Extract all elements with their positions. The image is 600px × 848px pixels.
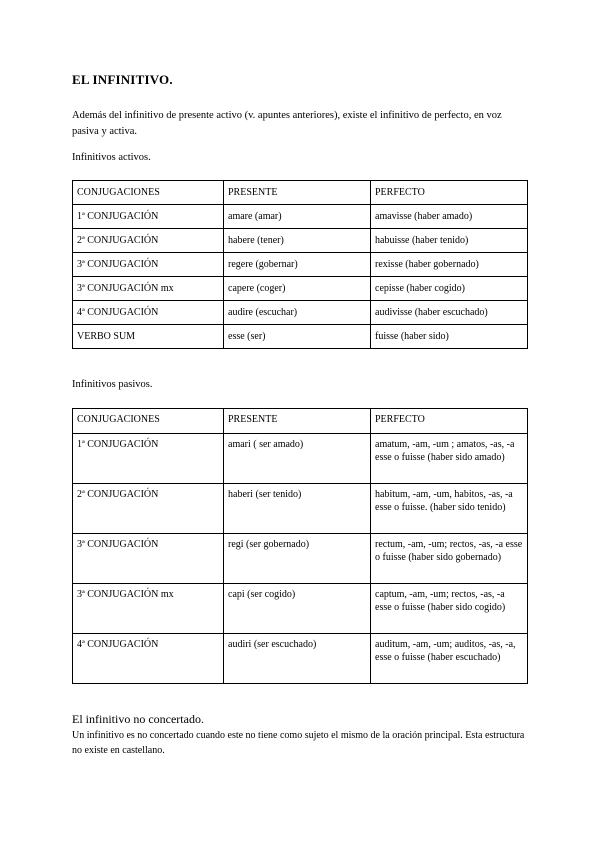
- conjugation-cell: 1ª CONJUGACIÓN: [73, 205, 224, 229]
- active-infinitives-label: Infinitivos activos.: [72, 152, 151, 163]
- perfect-cell: habitum, -am, -um, habitos, -as, -a esse o fuisse. (haber sido tenido): [371, 484, 528, 534]
- table-row: [73, 325, 528, 349]
- header-cell: PRESENTE: [224, 409, 371, 434]
- conjugation-cell: 3ª CONJUGACIÓN: [73, 253, 224, 277]
- conjugation-cell: 2ª CONJUGACIÓN: [73, 484, 224, 534]
- perfect-cell: amavisse (haber amado): [371, 205, 528, 229]
- present-cell: capere (coger): [224, 277, 371, 301]
- table-row: [73, 584, 528, 634]
- table-row: [73, 301, 528, 325]
- table-header-row: [73, 409, 528, 434]
- header-cell: PERFECTO: [371, 409, 528, 434]
- table-row: [73, 634, 528, 684]
- header-cell: PRESENTE: [224, 181, 371, 205]
- page-title: EL INFINITIVO.: [72, 72, 173, 87]
- intro-paragraph: Además del infinitivo de presente activo (v. apuntes anteriores), existe el infinitivo de perfecto, en voz pasiva y activa.: [72, 110, 502, 137]
- perfect-cell: habuisse (haber tenido): [371, 229, 528, 253]
- table-header-row: [73, 181, 528, 205]
- present-cell: capi (ser cogido): [224, 584, 371, 634]
- present-cell: esse (ser): [224, 325, 371, 349]
- table-row: [73, 205, 528, 229]
- present-cell: audire (escuchar): [224, 301, 371, 325]
- passive-infinitives-table: [72, 408, 528, 684]
- conjugation-cell: 4ª CONJUGACIÓN: [73, 634, 224, 684]
- conjugation-cell: 3ª CONJUGACIÓN mx: [73, 277, 224, 301]
- present-cell: habere (tener): [224, 229, 371, 253]
- present-cell: amari ( ser amado): [224, 434, 371, 484]
- present-cell: haberi (ser tenido): [224, 484, 371, 534]
- header-cell: CONJUGACIONES: [73, 409, 224, 434]
- table-row: [73, 277, 528, 301]
- present-cell: audiri (ser escuchado): [224, 634, 371, 684]
- perfect-cell: cepisse (haber cogido): [371, 277, 528, 301]
- non-concerted-paragraph: Un infinitivo es no concertado cuando este no tiene como sujeto el mismo de la oración principal. Esta estructura no existe en castellano.: [72, 730, 525, 756]
- header-cell: CONJUGACIONES: [73, 181, 224, 205]
- perfect-cell: amatum, -am, -um ; amatos, -as, -a esse o fuisse (haber sido amado): [371, 434, 528, 484]
- table-row: [73, 484, 528, 534]
- conjugation-cell: 2ª CONJUGACIÓN: [73, 229, 224, 253]
- conjugation-cell: VERBO SUM: [73, 325, 224, 349]
- conjugation-cell: 4ª CONJUGACIÓN: [73, 301, 224, 325]
- conjugation-cell: 1ª CONJUGACIÓN: [73, 434, 224, 484]
- active-infinitives-table: [72, 180, 528, 349]
- perfect-cell: rectum, -am, -um; rectos, -as, -a esse o fuisse (haber sido gobernado): [371, 534, 528, 584]
- header-cell: PERFECTO: [371, 181, 528, 205]
- table-row: [73, 253, 528, 277]
- present-cell: amare (amar): [224, 205, 371, 229]
- table-row: [73, 229, 528, 253]
- conjugation-cell: 3ª CONJUGACIÓN mx: [73, 584, 224, 634]
- non-concerted-heading: El infinitivo no concertado.: [72, 712, 204, 726]
- perfect-cell: fuisse (haber sido): [371, 325, 528, 349]
- table-row: [73, 534, 528, 584]
- perfect-cell: rexisse (haber gobernado): [371, 253, 528, 277]
- perfect-cell: captum, -am, -um; rectos, -as, -a esse o fuisse (haber sido cogido): [371, 584, 528, 634]
- conjugation-cell: 3ª CONJUGACIÓN: [73, 534, 224, 584]
- perfect-cell: audivisse (haber escuchado): [371, 301, 528, 325]
- present-cell: regi (ser gobernado): [224, 534, 371, 584]
- present-cell: regere (gobernar): [224, 253, 371, 277]
- passive-infinitives-label: Infinitivos pasivos.: [72, 379, 153, 390]
- table-row: [73, 434, 528, 484]
- perfect-cell: auditum, -am, -um; auditos, -as, -a, esse o fuisse (haber escuchado): [371, 634, 528, 684]
